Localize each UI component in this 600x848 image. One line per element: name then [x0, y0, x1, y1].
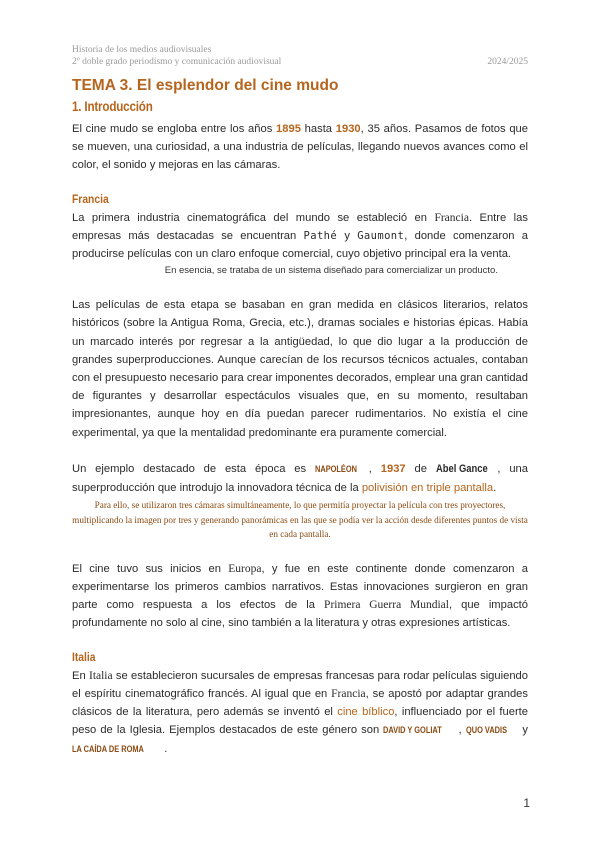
document-body — [72, 76, 528, 760]
year-highlight: 1930 — [335, 123, 361, 135]
section-heading-introduccion: 1. Introducción — [72, 99, 153, 114]
event-term: Primera Guerra Mundial — [324, 599, 449, 612]
page-number: 1 — [523, 796, 530, 810]
genre-term: cine bíblico — [337, 705, 395, 718]
film-title: DAVID Y GOLIAT — [383, 725, 442, 737]
technique-term: polivisión en triple pantalla — [361, 482, 494, 495]
company-pathe: Pathé — [303, 229, 338, 242]
country-term: Francia — [434, 211, 469, 224]
film-title: QUO VADIS — [465, 725, 507, 737]
subsection-heading-francia: Francia — [72, 191, 109, 206]
francia-paragraph-2: Las películas de esta etapa se basaban en gran medida en clásicos literarios, relatos históricos (sobre la Antigua Roma, Grecia, etc.), dramas sociales e historias épicas. Había un marcado interés por regresar a la antigüedad, lo que dio lugar a la producción de grandes superproducciones. Aunque carecían de los recursos técnicos actuales, contaban con el presupuesto necesario para crear imponentes decorados, emplear una gran cantidad de figurantes y desarrollar espectáculos visuales que, en su momento, resultaban impresionantes, aunque hoy en día puedan parecer rudimentarios. No existía el cine experimental, ya que la mentalidad predominante era puramente comercial. — [72, 299, 528, 439]
francia-note: En esencia, se trataba de un sistema diseñado para comercializar un producto. — [164, 265, 498, 277]
company-gaumont: Gaumont — [357, 229, 405, 242]
place-term: Europa — [228, 562, 262, 575]
country-term: Francia — [331, 687, 366, 700]
director-name: Abel Gance — [435, 462, 488, 475]
film-year: 1937 — [380, 462, 406, 475]
header-course: Historia de los medios audiovisuales — [72, 45, 212, 55]
film-title: LA CAÍDA DE ROMA — [72, 744, 144, 756]
francia-paragraph-3: Un ejemplo destacado de esta época es NAPOLÉON , 1937 de Abel Gance , una superproducción que introdujo la innovadora técnica de la polivisión en triple pantalla. — [72, 460, 528, 497]
italia-paragraph-1: En Italia se establecieron sucursales de empresas francesas para rodar películas siguiendo el espíritu cinematográfico francés. Al igual que en Francia, se apostó por adaptar grandes clásicos de la literatura, pero además se inventó el cine bíblico, influenciado por el fuerte peso de la Iglesia. Ejemplos destacados de este género son DAVID Y GOLIAT , QUO VADIS y LA CAÍDA DE ROMA . — [72, 667, 528, 760]
page-header — [72, 44, 528, 68]
francia-paragraph-4: El cine tuvo sus inicios en Europa, y fue en este continente donde comenzaron a experimentarse los primeros cambios narrativos. Estas innovaciones surgieron en gran parte como respuesta a los efectos de la Primera Guerra Mundial, que impactó profundamente no solo al cine, sino también a la literatura y otras expresiones artísticas. — [72, 562, 529, 630]
year-highlight: 1895 — [276, 123, 301, 135]
intro-paragraph: El cine mudo se engloba entre los años 1895 hasta 1930, 35 años. Pasamos de fotos que se mueven, una curiosidad, a una industria de películas, llegando nuevos avances como el color, el sonido y mejoras en las cámaras. — [72, 123, 528, 172]
page-title: TEMA 3. El esplendor del cine mudo — [72, 77, 339, 94]
country-term: Italia — [88, 669, 113, 682]
header-degree: 2º doble grado periodismo y comunicación audiovisual — [72, 57, 282, 67]
technique-caption: Para ello, se utilizaron tres cámaras simultáneamente, lo que permitía proyectar la película con tres proyectores, multiplicando la imagen por tres y generando panorámicas en las que se podía ver la acción desde diferentes puntos de vista en cada pantalla. — [72, 500, 528, 540]
subsection-heading-italia: Italia — [72, 649, 96, 664]
francia-paragraph-1: La primera industria cinematográfica del mundo se estableció en Francia. Entre las empresas más destacadas se encuentran Pathé y Gaumont, donde comenzaron a producirse películas con un claro enfoque comercial, cuyo objetivo principal era la venta. — [72, 211, 528, 261]
header-year: 2024/2025 — [487, 57, 528, 67]
film-title-napoleon: NAPOLÉON — [314, 463, 357, 475]
